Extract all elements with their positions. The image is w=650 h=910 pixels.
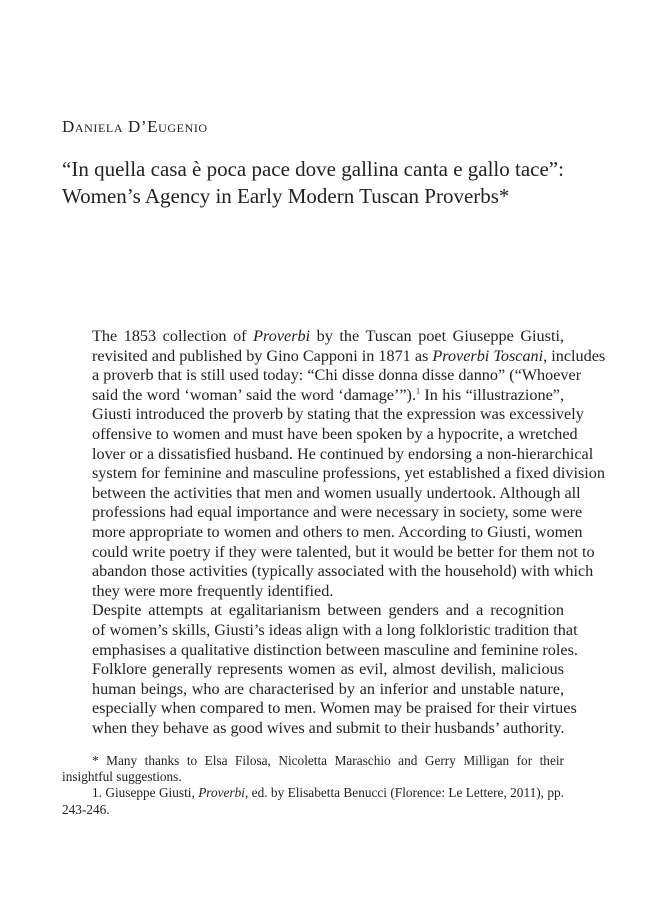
text-line: Despite attempts at egalitarianism between genders and a recognition <box>92 601 564 620</box>
footnote-1: 1. Giuseppe Giusti, Proverbi, ed. by Elisabetta Benucci (Florence: Le Lettere, 2011), pp. 243-246. <box>62 785 565 817</box>
text-line: between the activities that men and women usually undertook. Although all <box>92 483 581 502</box>
title-line: “In quella casa è poca pace dove gallina canta e gallo tace”: <box>62 157 564 181</box>
footnotes <box>62 753 564 818</box>
author-name: Daniela D’Eugenio <box>62 117 208 136</box>
paragraph <box>62 601 578 738</box>
footnote-ref[interactable]: 1 <box>416 386 420 396</box>
text-line: human beings, who are characterised by an inferior and unstable nature, <box>92 679 564 698</box>
text-line: professions had equal importance and were necessary in society, some were <box>92 503 583 522</box>
text-line: could write poetry if they were talented, but it would be better for them not to <box>92 542 595 561</box>
text-line: more appropriate to women and others to men. According to Giusti, women <box>92 522 583 541</box>
text-line: Giusti introduced the proverb by stating that the expression was excessively <box>92 405 584 424</box>
text-line: abandon those activities (typically associated with the household) with which <box>92 562 594 581</box>
article-title <box>62 156 622 210</box>
body-text <box>62 327 606 738</box>
text-line: said the word ‘woman’ said the word ‘damage’”).$^1$ In his “illustrazione”, <box>92 385 564 404</box>
text-line: The 1853 collection of Proverbi by the Tuscan poet Giuseppe Giusti, <box>92 327 564 345</box>
text-line: offensive to women and must have been spoken by a hypocrite, a wretched <box>92 424 578 443</box>
title-line: Women’s Agency in Early Modern Tuscan Proverbs* <box>62 184 510 208</box>
text-line: Folklore generally represents women as evil, almost devilish, malicious <box>92 660 564 679</box>
text-line: a proverb that is still used today: “Chi disse donna disse danno” (“Whoever <box>92 366 582 385</box>
text-line: lover or a dissatisfied husband. He continued by endorsing a non-hierarchical <box>92 444 594 463</box>
text-line: they were more frequently identified. <box>92 581 334 600</box>
footnote-acknowledgement: * Many thanks to Elsa Filosa, Nicoletta Maraschio and Gerry Milligan for their insightful suggestions. <box>62 753 564 785</box>
text-line: emphasises a qualitative distinction between masculine and feminine roles. <box>92 640 578 659</box>
text-line: especially when compared to men. Women may be praised for their virtues <box>92 699 577 718</box>
text-line: of women’s skills, Giusti’s ideas align with a long folkloristic tradition that <box>92 620 578 639</box>
paragraph <box>62 327 606 601</box>
text-line: when they behave as good wives and submit to their husbands’ authority. <box>92 718 565 737</box>
text-line: system for feminine and masculine professions, yet established a fixed division <box>92 464 605 483</box>
text-line: revisited and published by Gino Capponi in 1871 as Proverbi Toscani, includes <box>92 346 606 365</box>
